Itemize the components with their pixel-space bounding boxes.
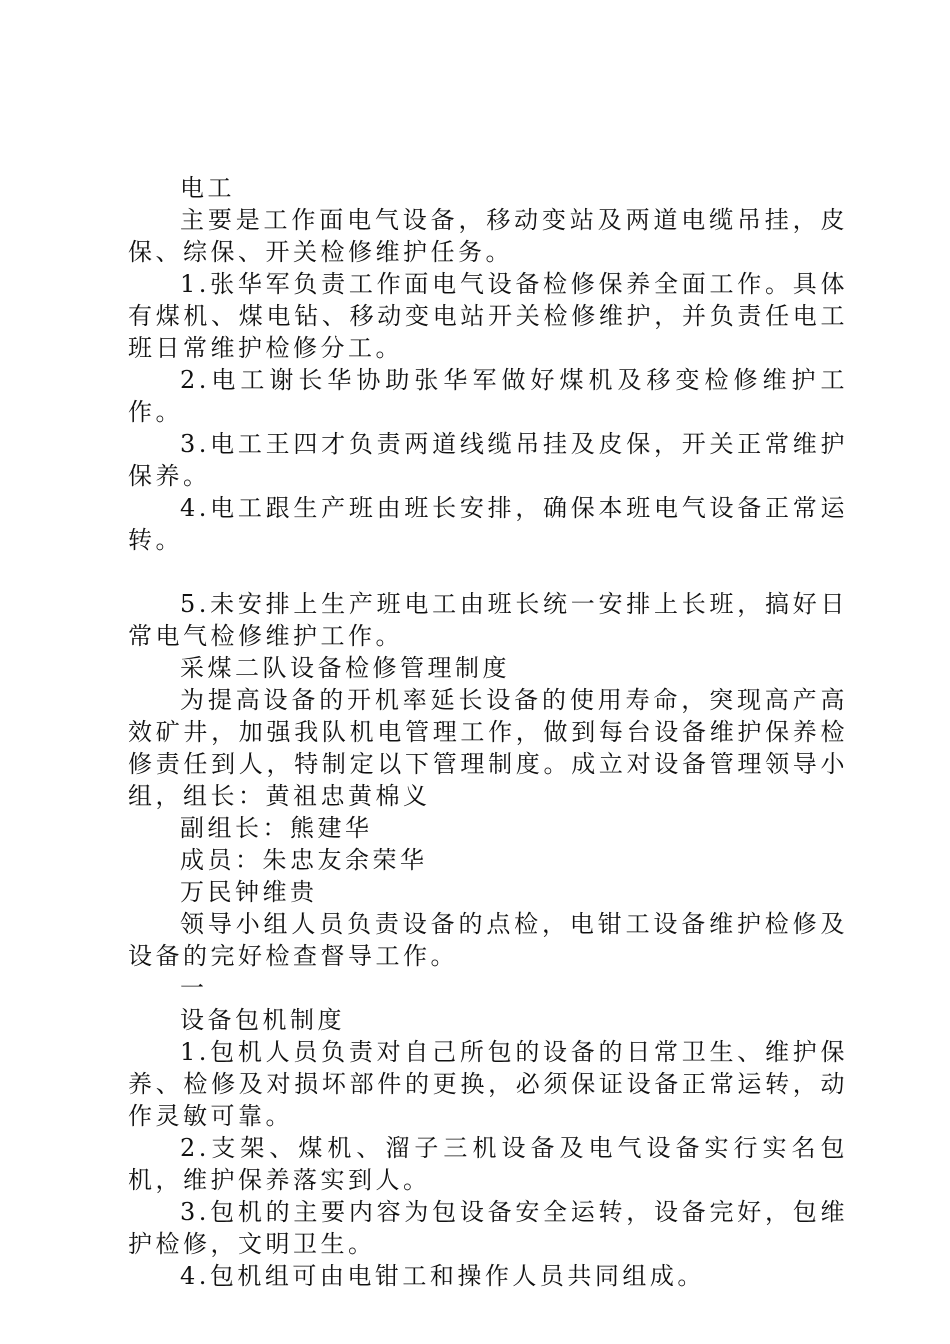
contract-item-3: 3.包机的主要内容为包设备安全运转，设备完好，包维护检修，文明卫生。 xyxy=(128,1198,848,1258)
section-heading-management: 采煤二队设备检修管理制度 xyxy=(180,654,510,682)
paragraph-purpose: 为提高设备的开机率延长设备的使用寿命，突现高产高效矿井，加强我队机电管理工作，做到每台设备维护保养检修责任到人，特制定以下管理制度。成立对设备管理领导小组，组长：黄祖忠黄棉义 xyxy=(128,686,848,810)
paragraph-group-duties: 领导小组人员负责设备的点检，电钳工设备维护检修及设备的完好检查督导工作。 xyxy=(128,910,848,970)
list-item-5: 5.未安排上生产班电工由班长统一安排上长班，搞好日常电气检修维护工作。 xyxy=(128,590,848,650)
list-item-1: 1.张华军负责工作面电气设备检修保养全面工作。具体有煤机、煤电钻、移动变电站开关检修维护，并负责任电工班日常维护检修分工。 xyxy=(128,270,848,362)
section-heading-electrician: 电工 xyxy=(180,174,235,202)
section-number: 一 xyxy=(180,974,208,1002)
members-line: 成员：朱忠友余荣华 xyxy=(180,846,428,874)
contract-item-1: 1.包机人员负责对自己所包的设备的日常卫生、维护保养、检修及对损坏部件的更换，必须保证设备正常运转，动作灵敏可靠。 xyxy=(128,1038,848,1130)
document-body xyxy=(128,172,848,1292)
list-item-4: 4.电工跟生产班由班长安排，确保本班电气设备正常运转。 xyxy=(128,494,848,554)
section-heading-contract: 设备包机制度 xyxy=(180,1006,345,1034)
paragraph-main-duties: 主要是工作面电气设备，移动变站及两道电缆吊挂，皮保、综保、开关检修维护任务。 xyxy=(128,206,848,266)
blank-line xyxy=(128,556,848,588)
vice-leader-line: 副组长：熊建华 xyxy=(180,814,373,842)
contract-item-4: 4.包机组可由电钳工和操作人员共同组成。 xyxy=(180,1262,705,1290)
list-item-2: 2.电工谢长华协助张华军做好煤机及移变检修维护工作。 xyxy=(128,366,848,426)
list-item-3: 3.电工王四才负责两道线缆吊挂及皮保，开关正常维护保养。 xyxy=(128,430,848,490)
members-continued-line: 万民钟维贵 xyxy=(180,878,318,906)
contract-item-2: 2.支架、煤机、溜子三机设备及电气设备实行实名包机，维护保养落实到人。 xyxy=(128,1134,848,1194)
